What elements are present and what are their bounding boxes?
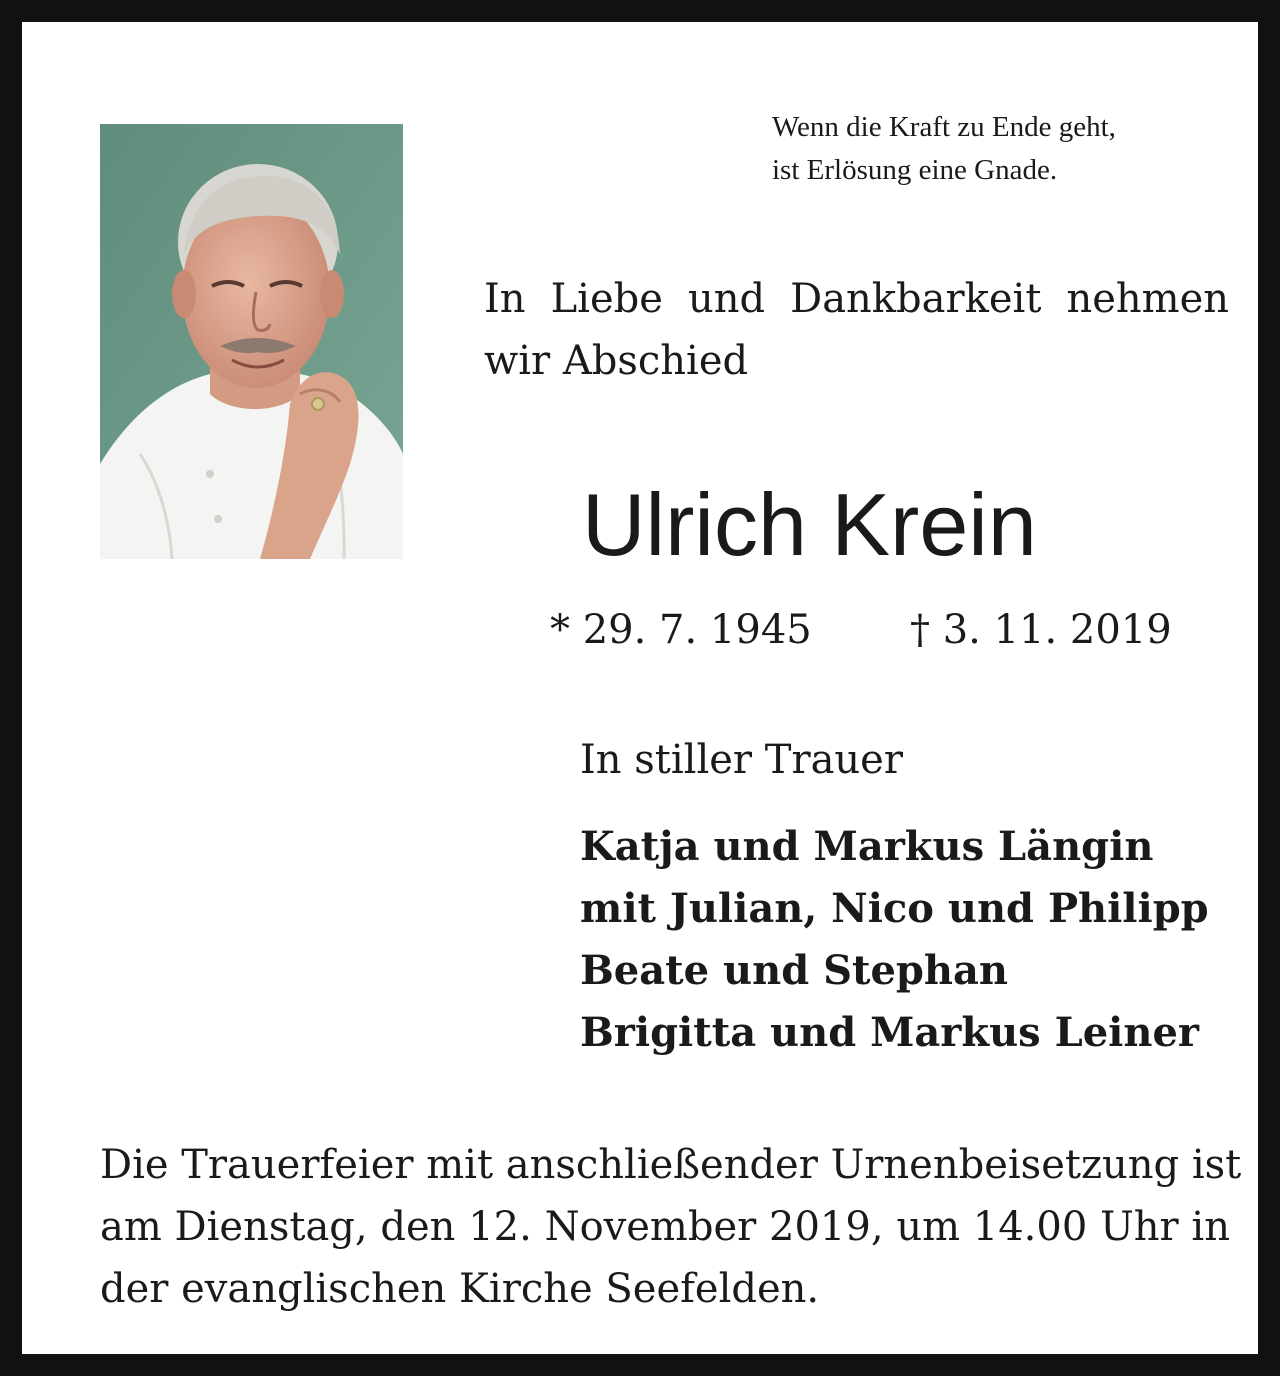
intro-line-1: In Liebe und Dankbarkeit nehmen <box>484 276 1229 322</box>
mourner-line: Beate und Stephan <box>580 947 1008 994</box>
mourners-list <box>580 816 1209 1064</box>
motto-line-2: ist Erlösung eine Gnade. <box>772 154 1058 186</box>
mourner-line: mit Julian, Nico und Philipp <box>580 885 1209 932</box>
ceremony-line-1: Die Trauerfeier mit anschließender Urnenbeisetzung ist <box>100 1142 1242 1188</box>
mourning-label: In stiller Trauer <box>580 737 903 783</box>
ceremony-line-2: am Dienstag, den 12. November 2019, um 14.00 Uhr in <box>100 1204 1230 1250</box>
death-date: † 3. 11. 2019 <box>910 607 1172 653</box>
birth-date: * 29. 7. 1945 <box>550 607 812 653</box>
portrait-photo <box>100 124 403 559</box>
deceased-name: Ulrich Krein <box>582 475 1037 574</box>
intro-line-2: wir Abschied <box>484 338 749 384</box>
motto-quote <box>772 106 1242 192</box>
mourner-line: Katja und Markus Längin <box>580 823 1154 870</box>
intro-text <box>484 268 1229 392</box>
ceremony-notice <box>100 1134 1242 1320</box>
mourner-line: Brigitta und Markus Leiner <box>580 1009 1199 1056</box>
ceremony-line-3: der evanglischen Kirche Seefelden. <box>100 1266 820 1312</box>
motto-line-1: Wenn die Kraft zu Ende geht, <box>772 111 1116 143</box>
